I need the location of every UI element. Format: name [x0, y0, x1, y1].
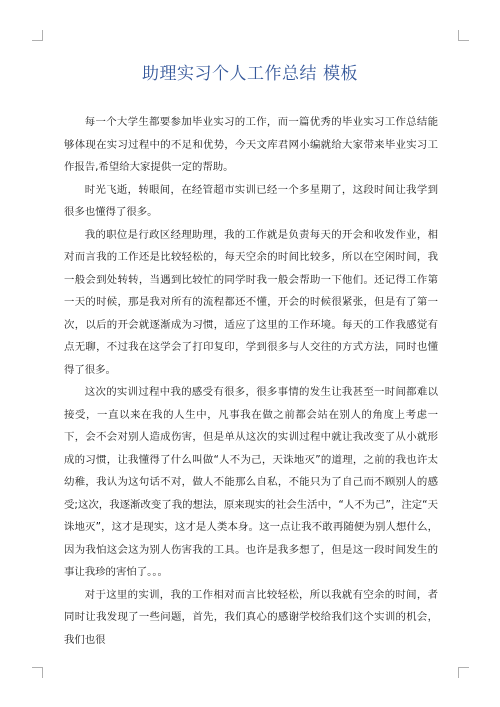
document-body	[64, 111, 438, 651]
page-corner-mark-top-right	[458, 30, 469, 41]
paragraph-time: 时光飞逝，转眼间，在经管超市实训已经一个多星期了，这段时间让我学到 很多也懂得了很多。	[64, 183, 438, 218]
paragraph-position: 我的职位是行政区经理助理，我的工作就是负责每天的开会和收发作业，相对而言我的工作还是比较轻松的，每天空余的时间比较多，所以在空闲时间，我一般会到处转转，当遇到比较忙的同学时我一般会帮助一下他们。还记得工作第一天的时候，那是我对所有的流程都还不懂，开会的时候很紧张，但是有了第一次，以后的开会就逐渐成为习惯，适应了这里的工作环境。每天的工作我感觉有点无聊，不过我在这学会了打印复印，学到很多与人交往的方式方法，同时也懂得了很多。	[64, 228, 438, 376]
paragraph-problems: 对于这里的实训，我的工作相对而言比较轻松，所以我就有空余的时间，者同时让我发现了一些问题，首先，我们真心的感谢学校给我们这个实训的机会，我们也很	[64, 588, 438, 646]
paragraph-feelings: 这次的实训过程中我的感受有很多，很多事情的发生让我甚至一时间都难以接受，一直以来在我的人生中，凡事我在做之前都会站在别人的角度上考虑一下，会不会对别人造成伤害，但是单从这次的实训过程中就让我改变了从小就形成的习惯，让我懂得了什么叫做“人不为己，天诛地灭”的道理，之前的我也许太幼稚，我认为这句话不对，做人不能那么自私，不能只为了自己而不顾别人的感受;这次，我逐渐改变了我的想法，原来现实的社会生活中，“人不为己”，注定“天诛地灭”，这才是现实，这才是人类本身。这一点让我不敢再随便为别人想什么，因为我怕这会这为别人伤害我的工具。也许是我多想了，但是这一段时间发生的事让我珍的害怕了。。。	[64, 386, 438, 578]
page-corner-mark-bottom-left	[32, 667, 43, 678]
document-title: 助理实习个人工作总结 模板	[142, 64, 358, 84]
page-corner-mark-top-left	[32, 30, 43, 41]
page-corner-mark-bottom-right	[458, 667, 469, 678]
paragraph-intro: 每一个大学生都要参加毕业实习的工作，而一篇优秀的毕业实习工作总结能够体现在实习过程中的不足和优势，今天文库君网小编就给大家带来毕业实习工作报告,希望给大家提供一定的帮助。	[64, 116, 438, 173]
